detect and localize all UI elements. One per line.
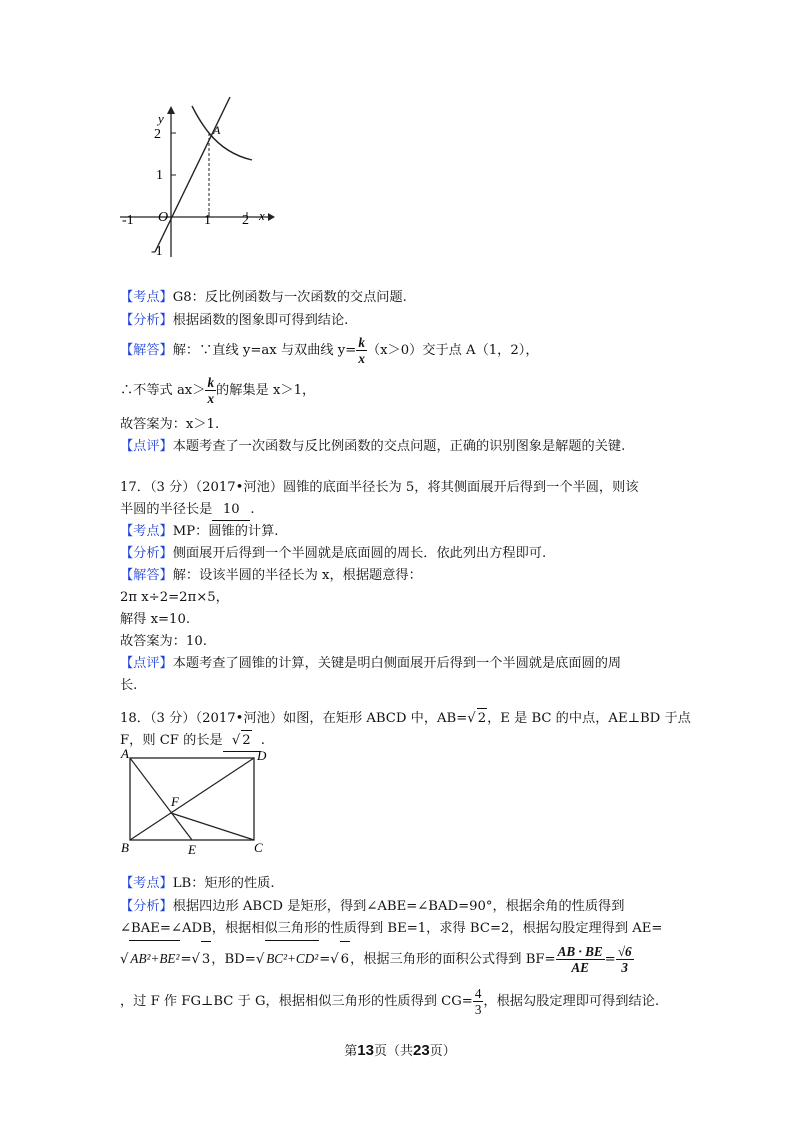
q18-kaodian: 【考点】LB：矩形的性质. — [120, 876, 275, 891]
q17-kaodian: 【考点】MP：圆锥的计算. — [120, 524, 279, 539]
label-d: D — [257, 748, 267, 763]
q18-stem-line2: F，则 CF 的长是 √ 2 . — [120, 730, 265, 752]
q17-fenxi: 【分析】侧面展开后得到一个半圆就是底面圆的周长．依此列出方程即可. — [120, 546, 547, 561]
page-footer: 第13页（共23页） — [344, 1042, 456, 1059]
q18-fenxi-line4: ，过 F 作 FG⊥BC 于 G，根据相似三角形的性质得到 CG= $\frac{4}{3}$ ，根据勾股定理即可得到结论. — [120, 986, 660, 1017]
label-a: A — [121, 748, 129, 761]
q17-stem-line2: 半圆的半径长是 10 . — [120, 500, 255, 521]
q16-inequality: ∴不等式 ax＞ $\frac{k}{x}$ 的解集是 x＞1， — [120, 375, 316, 406]
q17-solve: 解得 x=10. — [120, 612, 191, 627]
q17-stem-line1: 17．（3 分）（2017•河池）圆锥的底面半径长为 5，将其侧面展开后得到一个半圆，则该 — [120, 480, 639, 495]
q16-kaodian: 【考点】G8：反比例函数与一次函数的交点问题. — [120, 290, 407, 305]
q17-dianping-cont: 长. — [120, 678, 138, 693]
x-tick-neg1: -1 — [122, 213, 134, 228]
origin-label: O — [158, 210, 169, 225]
y-tick-1: 1 — [156, 168, 163, 183]
q16-jieda: 【解答】解：∵直线 y=ax 与双曲线 y= $\frac{k}{x}$ （x＞0）交于点 A（1，2）， — [120, 335, 539, 366]
q18-fenxi-line3: √ AB²+BE²=√ 3，BD=√ BC²+CD²=√ 6，根据三角形的面积公式得到 BF= $\frac{AB \cdot BE}{AE}$ = $\frac{√6}{3}$ — [120, 940, 634, 978]
q17-jieda: 【解答】解：设该半圆的半径长为 x，根据题意得： — [120, 568, 422, 583]
label-f: F — [171, 794, 179, 809]
x-tick-2: 2 — [242, 213, 249, 228]
q17-dianping: 【点评】本题考查了圆锥的计算，关键是明白侧面展开后得到一个半圆就是底面圆的周 — [120, 656, 622, 671]
y-axis-label: y — [158, 111, 164, 126]
label-c: C — [254, 840, 263, 855]
q18-answer-blank: √ 2 — [223, 730, 261, 752]
q17-answer: 故答案为：10. — [120, 634, 207, 649]
q16-fenxi: 【分析】根据函数的图象即可得到结论. — [120, 313, 349, 328]
q18-fenxi-line1: 【分析】根据四边形 ABCD 是矩形，得到∠ABE=∠BAD=90°，根据余角的性质得到 — [120, 899, 625, 914]
y-tick-neg1: -1 — [151, 244, 163, 259]
point-a-label: A — [213, 123, 221, 137]
x-tick-1: 1 — [204, 213, 211, 228]
label-e: E — [188, 842, 196, 857]
label-b: B — [121, 840, 129, 855]
q16-dianping: 【点评】本题考查了一次函数与反比例函数的交点问题，正确的识别图象是解题的关键. — [120, 439, 626, 454]
q17-answer-blank: 10 — [212, 500, 250, 521]
rectangle-figure — [118, 748, 278, 860]
q18-stem-line1: 18．（3 分）（2017•河池）如图，在矩形 ABCD 中，AB=√ 2，E 是 BC 的中点，AE⊥BD 于点 — [120, 708, 691, 729]
q16-answer: 故答案为：x＞1. — [120, 417, 220, 432]
q18-fenxi-line2: ∠BAE=∠ADB，根据相似三角形的性质得到 BE=1，求得 BC=2，根据勾股定理得到 AE= — [120, 921, 663, 936]
q17-equation: 2π x÷2=2π×5， — [120, 590, 229, 605]
function-graph — [118, 92, 278, 262]
y-tick-2: 2 — [154, 127, 161, 142]
x-axis-label: x — [259, 208, 265, 223]
